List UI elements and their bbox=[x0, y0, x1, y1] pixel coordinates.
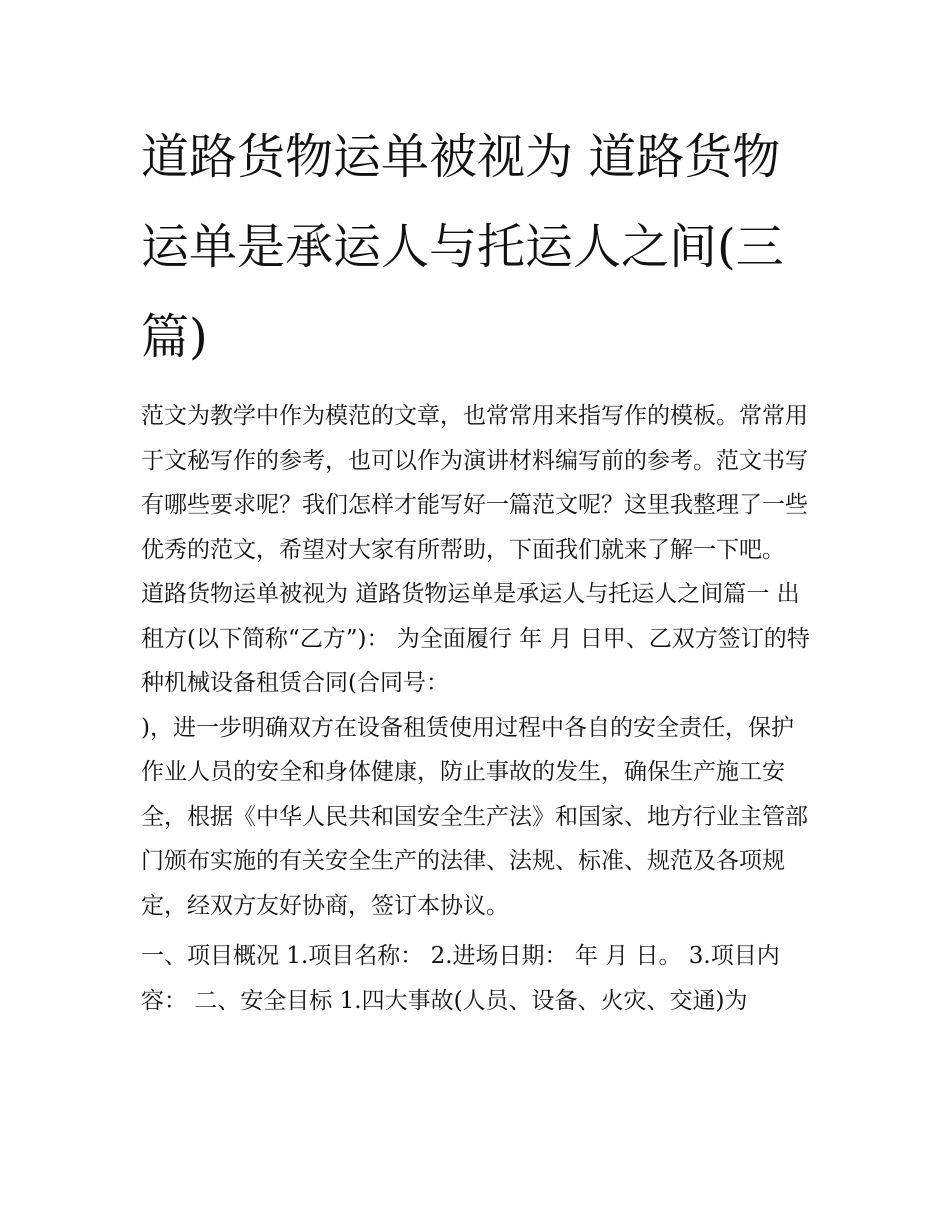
project-overview-paragraph: 一、项目概况 1.项目名称： 2.进场日期： 年 月 日。 3.项目内容： 二、安全目标 1.四大事故(人员、设备、火灾、交通)为 bbox=[141, 943, 780, 1014]
section-one-paragraph: 道路货物运单被视为 道路货物运单是承运人与托运人之间篇一 出租方(以下简称“乙方”)： 为全面履行 年 月 日甲、乙双方签订的特种机械设备租赁合同(合同号： bbox=[141, 581, 810, 696]
document-body bbox=[141, 112, 813, 1023]
safety-responsibility-paragraph: )，进一步明确双方在设备租赁使用过程中各自的安全责任，保护作业人员的安全和身体健康，防止事故的发生，确保生产施工安全，根据《中华人民共和国安全生产法》和国家、地方行业主管部门颁布实施的有关安全生产的法律、法规、标准、规范及各项规定，经双方友好协商，签订本协议。 bbox=[141, 714, 808, 919]
intro-paragraph: 范文为教学中作为模范的文章，也常常用来指写作的模板。常常用于文秘写作的参考，也可以作为演讲材料编写前的参考。范文书写有哪些要求呢？我们怎样才能写好一篇范文呢？这里我整理了一些优秀的范文，希望对大家有所帮助，下面我们就来了解一下吧。 bbox=[141, 403, 808, 563]
document-title: 道路货物运单被视为 道路货物运单是承运人与托运人之间(三篇) bbox=[141, 129, 784, 365]
